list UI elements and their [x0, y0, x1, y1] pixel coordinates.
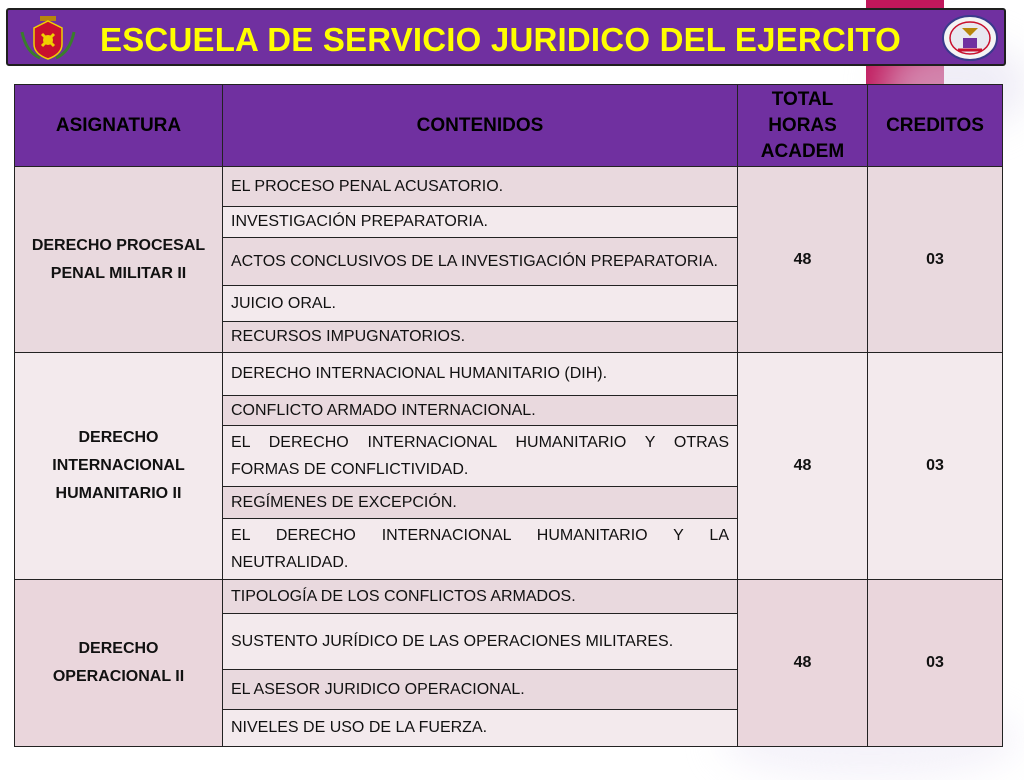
credits-cell: 03: [868, 580, 1003, 747]
column-header-contenidos: CONTENIDOS: [223, 85, 738, 167]
total-hours-cell: 48: [738, 580, 868, 747]
content-cell: CONFLICTO ARMADO INTERNACIONAL.: [223, 396, 738, 426]
courses-table: [14, 84, 1003, 747]
content-cell: RECURSOS IMPUGNATORIOS.: [223, 322, 738, 353]
content-cell: EL ASESOR JURIDICO OPERACIONAL.: [223, 670, 738, 710]
content-cell: EL DERECHO INTERNACIONAL HUMANITARIO Y OTRAS FORMAS DE CONFLICTIVIDAD.: [223, 426, 738, 487]
table-header-row: [15, 85, 1003, 167]
content-cell: SUSTENTO JURÍDICO DE LAS OPERACIONES MILITARES.: [223, 614, 738, 670]
content-cell: EL DERECHO INTERNACIONAL HUMANITARIO Y LA NEUTRALIDAD.: [223, 519, 738, 580]
table-row: [15, 353, 1003, 396]
content-cell: EL PROCESO PENAL ACUSATORIO.: [223, 167, 738, 207]
column-header-asignatura: ASIGNATURA: [15, 85, 223, 167]
content-cell: NIVELES DE USO DE LA FUERZA.: [223, 710, 738, 747]
table-row: [15, 580, 1003, 614]
total-hours-cell: 48: [738, 167, 868, 353]
credits-cell: 03: [868, 353, 1003, 580]
content-cell: REGÍMENES DE EXCEPCIÓN.: [223, 487, 738, 519]
header-banner: [6, 8, 1006, 66]
content-cell: TIPOLOGÍA DE LOS CONFLICTOS ARMADOS.: [223, 580, 738, 614]
page-title: ESCUELA DE SERVICIO JURIDICO DEL EJERCITO: [100, 21, 901, 58]
table-row: [15, 167, 1003, 207]
subject-cell: DERECHO INTERNACIONAL HUMANITARIO II: [15, 353, 223, 580]
content-cell: JUICIO ORAL.: [223, 286, 738, 322]
legal-school-emblem-icon: [940, 14, 1000, 62]
column-header-total-horas: TOTAL HORAS ACADEM: [738, 85, 868, 167]
credits-cell: 03: [868, 167, 1003, 353]
subject-cell: DERECHO OPERACIONAL II: [15, 580, 223, 747]
subject-cell: DERECHO PROCESAL PENAL MILITAR II: [15, 167, 223, 353]
total-hours-cell: 48: [738, 353, 868, 580]
army-crest-icon: [18, 14, 78, 62]
content-cell: ACTOS CONCLUSIVOS DE LA INVESTIGACIÓN PREPARATORIA.: [223, 238, 738, 286]
content-cell: INVESTIGACIÓN PREPARATORIA.: [223, 207, 738, 238]
content-cell: DERECHO INTERNACIONAL HUMANITARIO (DIH).: [223, 353, 738, 396]
column-header-creditos: CREDITOS: [868, 85, 1003, 167]
